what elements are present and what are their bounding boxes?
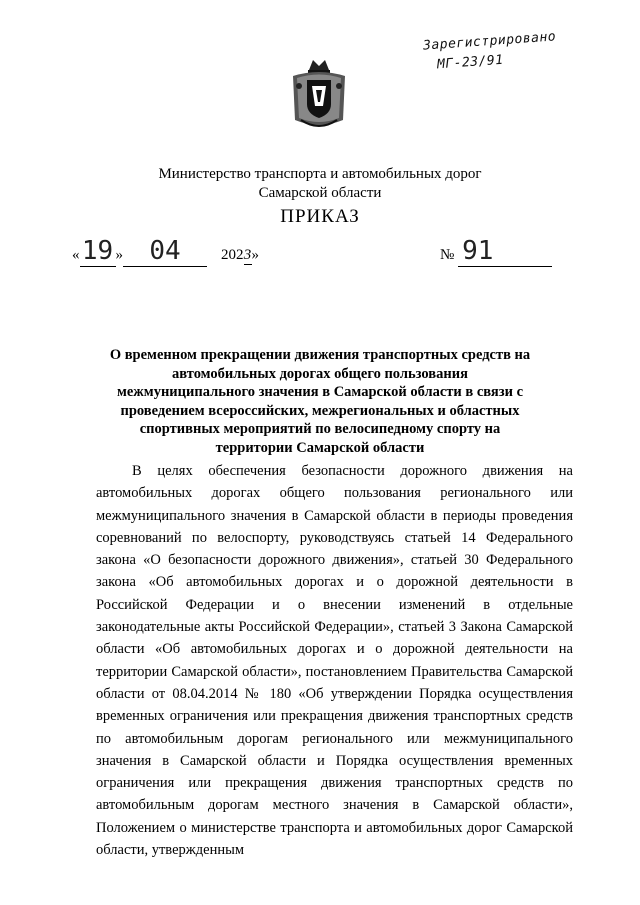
document-type: ПРИКАЗ: [280, 206, 360, 227]
coat-of-arms-icon: [287, 56, 351, 132]
date-month: 04: [123, 236, 207, 267]
date-day: 19: [80, 236, 116, 267]
date-year-prefix: 202: [221, 247, 244, 263]
date-year-digit: 3: [243, 247, 252, 263]
document-number: [440, 236, 552, 267]
document-body-paragraph: В целях обеспечения безопасности дорожного движения на автомобильных дорогах общего пользования регионального или межмуниципального значения в Самарской области в периоды проведения соревнований по велоспорту, руководствуясь статьей 14 Федерального закона «О безопасности дорожного движения», статьей 30 Федерального закона «Об автомобильных дорогах и о дорожной деятельности в Российской Федерации и о внесении изменений в отдельные законодательные акты Российской Федерации», статьей 3 Закона Самарской области «Об автомобильных дорогах и о дорожной деятельности на территории Самарской области», постановлением Правительства Самарской области от 08.04.2014 № 180 «Об утверждении Порядка осуществления временных ограничения или прекращения движения транспортных средств по автомобильным дорогам регионального или межмуниципального значения в Самарской области и Порядка осуществления временных ограничения или прекращения движения транспортных средств по автомобильным дорогам местного значения в Самарской области», Положением о министерстве транспорта и автомобильных дорог Самарской области, утвержденным: [96, 463, 573, 859]
ministry-name: [0, 165, 640, 203]
document-title: О временном прекращении движения транспортных средств на автомобильных дорогах общего пользования межмуниципального значения в Самарской области в связи с проведением всероссийских, межрегиональных и областных спортивных мероприятий по велосипедному спорту на территории Самарской области: [109, 347, 531, 456]
document-date: [72, 236, 259, 264]
number-label: №: [440, 247, 455, 263]
date-close-quote: »: [115, 247, 123, 263]
date-open-quote: «: [72, 247, 80, 263]
ministry-line1: Министерство транспорта и автомобильных дорог: [158, 166, 482, 182]
date-year-suffix: »: [251, 247, 259, 263]
registration-handwritten-line1: Зарегистрировано: [422, 29, 557, 54]
number-value: 91: [458, 236, 552, 267]
registration-handwritten-line2: МГ-23/91: [436, 52, 505, 73]
ministry-line2: Самарской области: [258, 185, 382, 201]
